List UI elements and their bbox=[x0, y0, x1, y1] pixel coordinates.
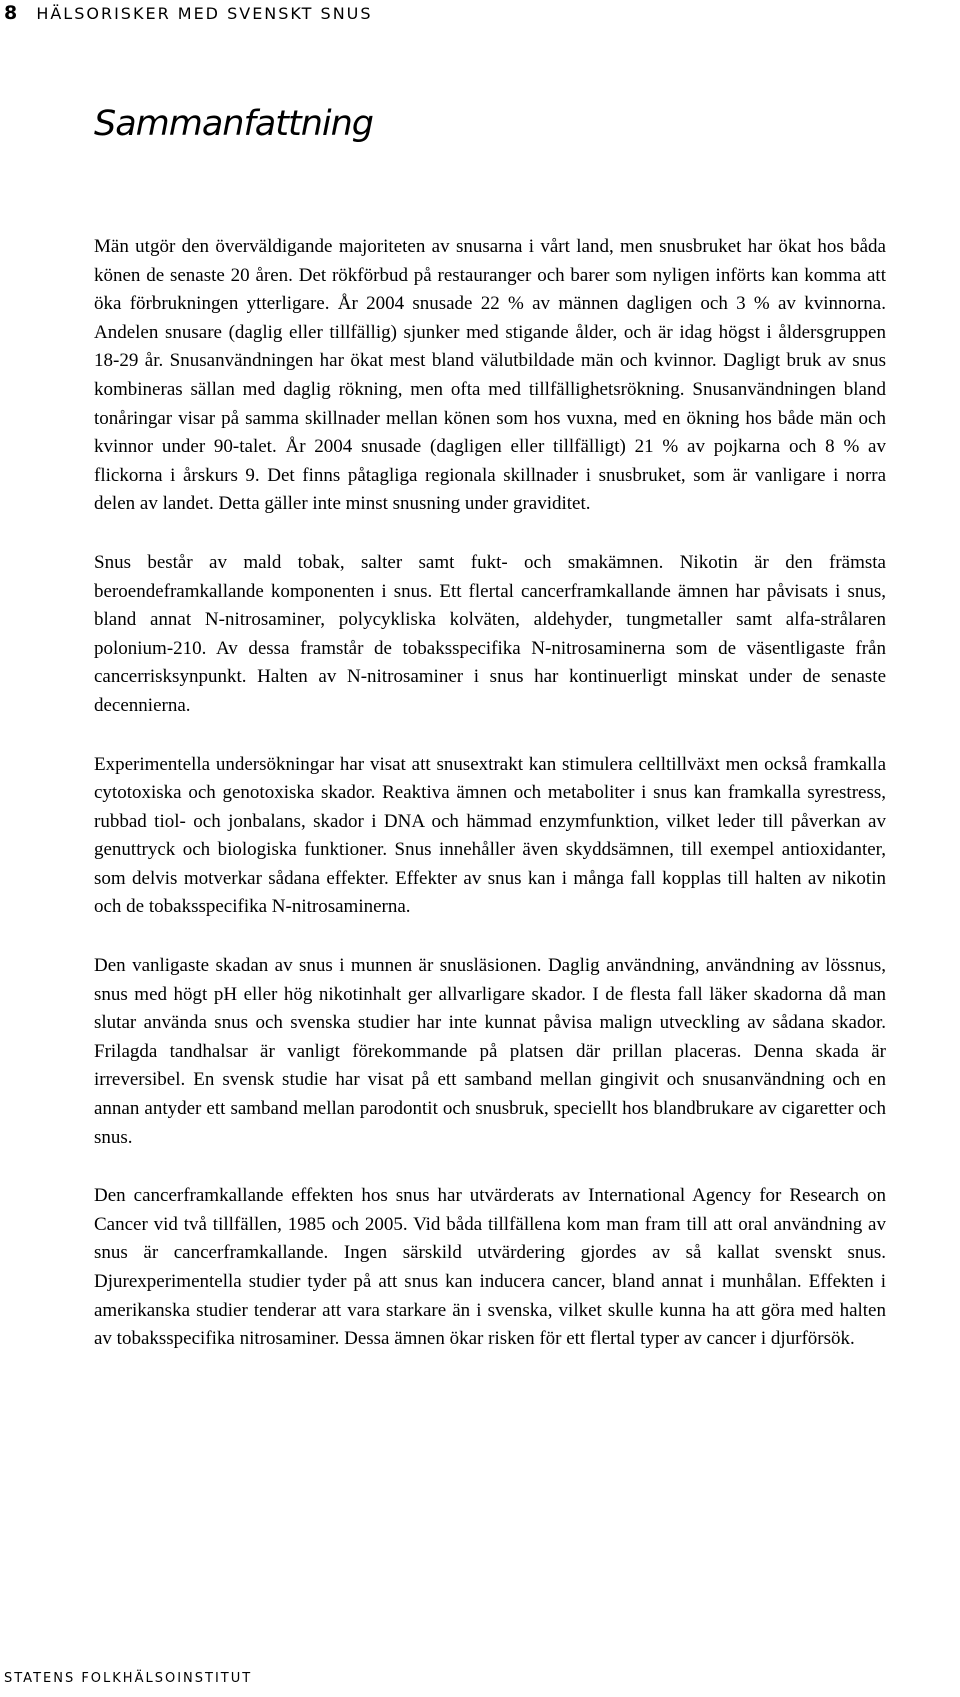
paragraph-usage: Män utgör den överväldigande majoriteten av snusarna i vårt land, men snusbruket har ökat hos båda könen de senaste 20 åren. Det rökförbud på restauranger och barer som nyligen införts kan komma att öka förbrukningen ytterligare. År 2004 snusade 22 % av männen dagligen och 3 % av kvinnorna. Andelen snusare (daglig eller tillfällig) sjunker med stigande ålder, och är idag högst i åldersgruppen 18-29 år. Snusanvändningen har ökat mest bland välutbildade män och kvinnor. Dagligt bruk av snus kombineras sällan med daglig rökning, men ofta med tillfällighetsrökning. Snusanvändningen bland tonåringar visar på samma skillnader mellan könen som hos vuxna, med en ökning hos både män och kvinnor under 90-talet. År 2004 snusade (dagligen eller tillfälligt) 21 % av pojkarna och 8 % av flickorna i årskurs 9. Det finns påtagliga regionala skillnader i snusbruket, som är vanligare i norra delen av landet. Detta gäller inte minst snusning under graviditet. bbox=[94, 236, 886, 515]
paragraph-cancer: Den cancerframkallande effekten hos snus har utvärderats av International Agency for Research on Cancer vid två tillfällen, 1985 och 2005. Vid båda tillfällena kom man fram till att oral användning av snus är cancerframkallande. Ingen särskild utvärdering gjordes av så kallat svenskt snus. Djurexperimentella studier tyder på att snus kan inducera cancer, bland annat i munhålan. Effekten i amerikanska studier tenderar att vara starkare än i svenska, vilket skulle kunna ha att göra med halten av tobaksspecifika nitrosaminer. Dessa ämnen ökar risken för ett flertal typer av cancer i djurförsök. bbox=[94, 1185, 886, 1350]
running-header bbox=[4, 2, 373, 24]
summary-body bbox=[94, 233, 886, 1384]
paragraph-oral-damage: Den vanligaste skadan av snus i munnen är snusläsionen. Daglig användning, användning av lössnus, snus med högt pH eller hög nikotinhalt ger allvarligare skador. I de flesta fall läker skadorna då man slutar använda snus och svenska studier har inte kunnat påvisa malign utveckling av sådana skador. Frilagda tandhalsar är vanligt förekommande på platsen där prillan placeras. Denna skada är irreversibel. En svensk studie har visat på ett samband mellan gingivit och snusanvändning och en annan antyder ett samband mellan parodontit och snusbruk, speciellt hos blandbrukare av cigaretter och snus. bbox=[94, 955, 886, 1148]
paragraph-composition: Snus består av mald tobak, salter samt fukt- och smakämnen. Nikotin är den främsta beroendeframkallande komponenten i snus. Ett flertal cancerframkallande ämnen har påvisats i snus, bland annat N-nitrosaminer, polycykliska kolväten, aldehyder, tungmetaller samt alfa-strålaren polonium-210. Av dessa framstår de tobaksspecifika N-nitrosaminerna som de väsentligaste från cancerrisksynpunkt. Halten av N-nitrosaminer i snus har kontinuerligt minskat under de senaste decennierna. bbox=[94, 551, 886, 716]
running-title: HÄLSORISKER MED SVENSKT SNUS bbox=[36, 4, 373, 23]
page-title: Sammanfattning bbox=[94, 104, 374, 144]
paragraph-experimental: Experimentella undersökningar har visat att snusextrakt kan stimulera celltillväxt men också framkalla cytotoxiska och genotoxiska skador. Reaktiva ämnen och metaboliter i snus kan framkalla syrestress, rubbad tiol- och jonbalans, skador i DNA och hämmad enzymfunktion, vilket leder till påverkan av genuttryck och biologiska funktioner. Snus innehåller även skyddsämnen, till exempel antioxidanter, som delvis motverkar sådana effekter. Effekter av snus kan i många fall kopplas till halten av nikotin och de tobaksspecifika N-nitrosaminerna. bbox=[94, 753, 886, 918]
running-footer: STATENS FOLKHÄLSOINSTITUT bbox=[4, 1671, 253, 1686]
page-number: 8 bbox=[4, 2, 18, 24]
